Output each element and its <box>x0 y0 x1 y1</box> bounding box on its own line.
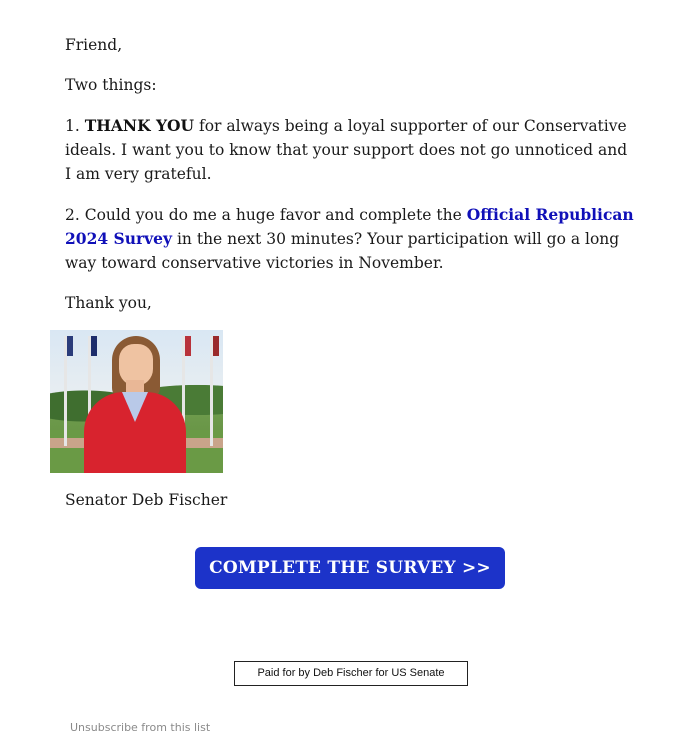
paid-for-disclaimer: Paid for by Deb Fischer for US Senate <box>234 661 468 686</box>
senator-photo <box>50 330 223 473</box>
closing-line: Thank you, <box>65 294 152 312</box>
complete-survey-button[interactable]: COMPLETE THE SURVEY >> <box>195 547 505 589</box>
survey-link[interactable]: Official Republican 2024 Survey <box>65 205 634 248</box>
paragraph-survey-request <box>65 203 635 275</box>
paragraph1-text: for always being a loyal supporter of our Conservative ideals. I want you to know that your support does not go unnoticed and I am very grateful. <box>65 117 628 183</box>
unsubscribe-link[interactable]: Unsubscribe from this list <box>70 721 211 734</box>
paragraph2-text: in the next 30 minutes? Your participation will go a long way toward conservative victories in November. <box>65 230 620 272</box>
thank-you-bold: THANK YOU <box>84 116 195 135</box>
paragraph1-prefix: 1. <box>65 117 85 135</box>
paragraph2-prefix: 2. Could you do me a huge favor and complete the <box>65 206 467 224</box>
intro-line: Two things: <box>65 76 157 94</box>
signature: Senator Deb Fischer <box>65 491 228 509</box>
greeting: Friend, <box>65 36 123 54</box>
paragraph-thank-you <box>65 114 635 186</box>
